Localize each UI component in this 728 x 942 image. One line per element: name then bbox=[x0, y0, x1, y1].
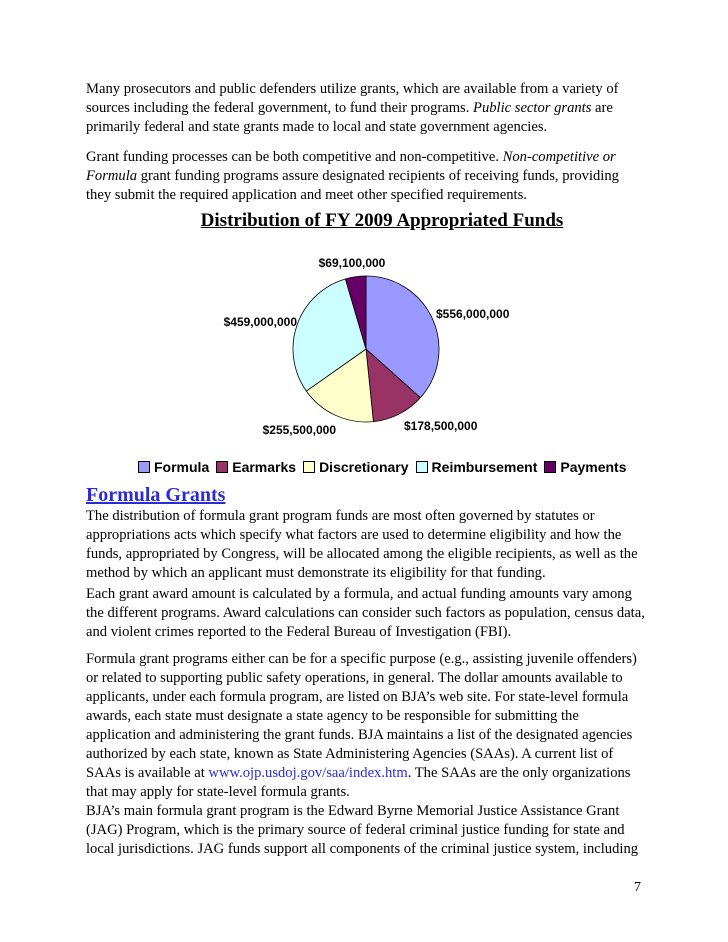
legend-swatch bbox=[303, 461, 315, 473]
intro-paragraph bbox=[86, 80, 646, 137]
legend-swatch bbox=[138, 461, 150, 473]
slice-label-earmarks: $178,500,000 bbox=[404, 419, 478, 433]
legend-item-reimbursement bbox=[416, 459, 538, 475]
funding-italic-term: Non-competitive or Formula bbox=[86, 149, 616, 184]
chart-legend bbox=[138, 459, 634, 476]
slice-label-formula: $556,000,000 bbox=[436, 307, 510, 321]
legend-label: Earmarks bbox=[232, 459, 297, 475]
intro-italic-term: Public sector grants bbox=[473, 100, 592, 116]
slice-label-discretionary: $255,500,000 bbox=[262, 423, 336, 437]
legend-label: Reimbursement bbox=[431, 459, 538, 475]
funding-text-2: grant funding programs assure designated recipients of receiving funds, providing they submit the required application and meet other specified requirements. bbox=[86, 168, 619, 203]
pie-chart bbox=[0, 240, 728, 455]
formula-distribution-paragraph: The distribution of formula grant program funds are most often governed by statutes or appropriations acts which specify what factors are used to determine eligibility and how the funds, appropriated by Congress, will be allocated among the eligible recipients, as well as the method by which an applicant must demonstrate its eligibility for that funding. bbox=[86, 508, 638, 581]
jag-program-paragraph: BJA’s main formula grant program is the Edward Byrne Memorial Justice Assistance Grant (JAG) Program, which is the primary source of federal criminal justice funding for state and local jurisdictions. JAG funds support all components of the criminal justice system, including bbox=[86, 803, 639, 857]
formula-programs-paragraph bbox=[86, 650, 646, 802]
legend-swatch bbox=[416, 461, 428, 473]
saa-link[interactable]: www.ojp.usdoj.gov/saa/index.htm bbox=[208, 765, 408, 781]
section-heading: Formula Grants bbox=[86, 484, 226, 506]
legend-label: Formula bbox=[154, 459, 210, 475]
legend-item-discretionary bbox=[303, 459, 408, 475]
intro-text-1: Many prosecutors and public defenders utilize grants, which are available from a variety of sources including the federal government, to fund their programs. bbox=[86, 81, 619, 116]
legend-label: Discretionary bbox=[319, 459, 409, 475]
slice-label-reimbursement: $459,000,000 bbox=[223, 315, 297, 329]
formula-programs-text-1: Formula grant programs either can be for a specific purpose (e.g., assisting juvenile offenders) or related to supporting public safety operations, in general. The dollar amounts available to applicants, under each formula program, are listed on BJA’s web site. For state-level formula awards, each state must designate a state agency to be responsible for submitting the application and administering the grant funds. BJA maintains a list of the designated agencies authorized by each state, known as State Administering Agencies (SAAs). A current list of SAAs is available at bbox=[86, 651, 637, 781]
slice-label-payments: $69,100,000 bbox=[318, 256, 386, 270]
formula-programs-text-2: . The SAAs are the only organizations that may apply for state-level formula grants. bbox=[86, 765, 631, 800]
legend-swatch bbox=[544, 461, 556, 473]
funding-process-paragraph bbox=[86, 148, 646, 205]
funding-text-1: Grant funding processes can be both competitive and non-competitive. bbox=[86, 149, 503, 165]
legend-item-payments bbox=[544, 459, 626, 475]
legend-item-formula bbox=[138, 459, 209, 475]
chart-title: Distribution of FY 2009 Appropriated Funds bbox=[200, 210, 564, 231]
intro-text-2: are primarily federal and state grants made to local and state government agencies. bbox=[86, 100, 613, 135]
legend-label: Payments bbox=[560, 459, 627, 475]
legend-swatch bbox=[216, 461, 228, 473]
award-calculation-paragraph: Each grant award amount is calculated by a formula, and actual funding amounts vary among the different programs. Award calculations can consider such factors as population, census data, and violent crimes reported to the Federal Bureau of Investigation (FBI). bbox=[86, 586, 645, 640]
page-number: 7 bbox=[634, 880, 641, 895]
legend-item-earmarks bbox=[216, 459, 296, 475]
